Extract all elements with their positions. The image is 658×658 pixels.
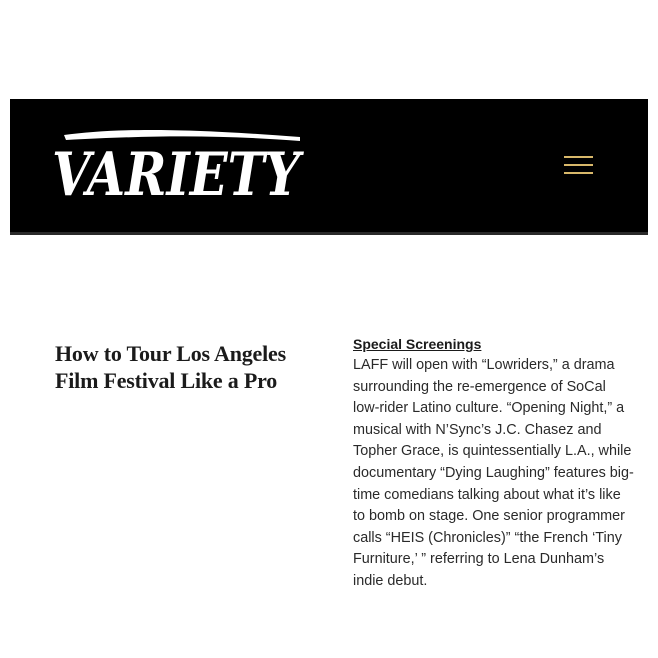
section-heading-link[interactable]: Special Screenings bbox=[353, 336, 482, 352]
logo-text: VARIETY bbox=[52, 140, 305, 210]
menu-bar bbox=[564, 164, 593, 166]
variety-logo[interactable] bbox=[50, 129, 305, 210]
article-body-text: LAFF will open with “Lowriders,” a drama surrounding the re-emergence of SoCal low-rider Latino culture. “Opening Night,” a musical with N’Sync’s J.C. Chasez and Topher Grace, is quintessentially L.A., while documentary “Dying Laughing” features big-time comedians talking about what it’s like to bomb on stage. One senior programmer calls “HEIS (Chronicles)” “the French ‘Tiny Furniture,’ ” referring to Lena Dunham’s indie debut. bbox=[353, 357, 634, 589]
variety-logo-wordmark bbox=[50, 129, 305, 210]
article-headline: How to Tour Los Angeles Film Festival Like a Pro bbox=[55, 341, 286, 393]
menu-bar bbox=[564, 172, 593, 174]
hamburger-menu-icon[interactable] bbox=[560, 152, 594, 178]
article-section bbox=[353, 334, 635, 593]
menu-bar bbox=[564, 156, 593, 158]
site-header bbox=[10, 99, 648, 235]
